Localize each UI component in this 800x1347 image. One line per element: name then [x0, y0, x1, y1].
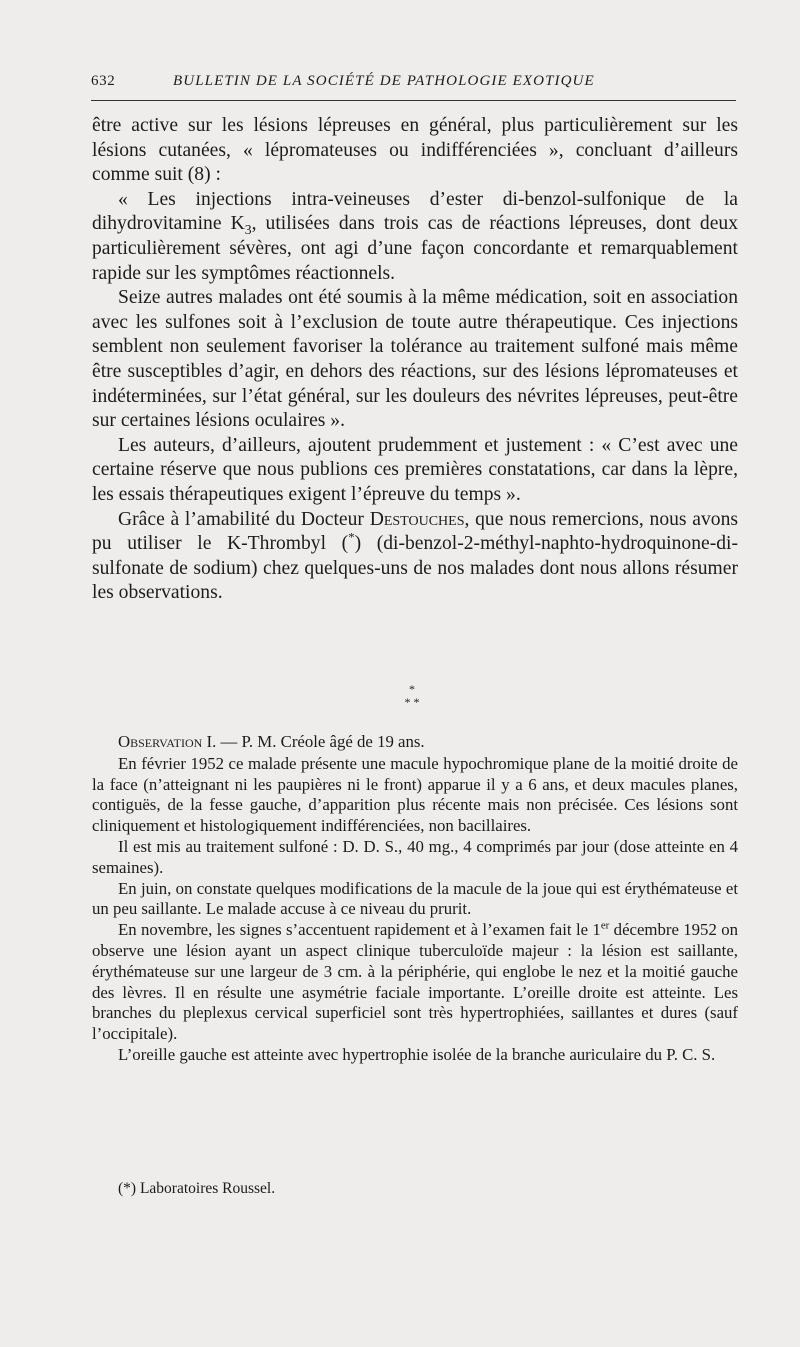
section-asterism: [392, 683, 432, 709]
observation-section: [92, 732, 738, 1066]
text-run: décembre 1952 on observe une lésion ayant un aspect clinique tuberculoïde majeur : la lésion est saillante, érythémateuse sur une largeur de 3 cm. à la périphérie, qui englobe le nez et la moitié gauche des lèvres. Il en résulte une asymétrie faciale importante. L’oreille droite est atteinte. Les branches du pleplexus cervical superficiel sont très hypertrophiées, saillantes et dures (sauf l’occipitale).: [92, 920, 738, 1044]
page-header: [91, 73, 736, 95]
text-run: « Les injections intra-veineuses d’ester di-benzol-sulfonique de la dihydrovitamine K: [92, 188, 738, 235]
footnote: [118, 1179, 275, 1199]
author-name: Destouches: [369, 508, 465, 530]
text-run: Grâce à l’amabilité du Docteur: [118, 508, 370, 530]
footnote-mark: (*): [118, 1180, 137, 1197]
page-number: 632: [91, 73, 116, 89]
asterism-top: *: [409, 682, 415, 696]
superscript: er: [600, 919, 610, 932]
observation-heading: [92, 732, 738, 753]
paragraph: Seize autres malades ont été soumis à la même médication, soit en association avec les sulfones soit à l’exclusion de toute autre thérapeutique. Ces injections semblent non seulement favoriser la tolérance au traitement sulfoné mais même être susceptibles d’agir, en dehors des réactions, sur des lésions lépromateuses et indéterminées, sur l’état général, sur les douleurs des névrites lépreuses, peut-être sur certaines lésions oculaires ».: [92, 287, 738, 432]
paragraph: [92, 920, 738, 1045]
text-run: En novembre, les signes s’accentuent rapidement et à l’examen fait le 1: [118, 920, 601, 940]
footnote-text: Laboratoires Roussel.: [136, 1180, 276, 1197]
main-text: [92, 114, 738, 606]
subscript: 3: [244, 222, 252, 238]
paragraph: être active sur les lésions lépreuses en général, plus particulièrement sur les lésions cutanées, « lépromateuses ou indifférenciées », concluant d’ailleurs comme suit (8) :: [92, 115, 738, 186]
text-run: , utilisées dans trois cas de réactions lépreuses, dont deux particulièrement sévères, ont agi d’une façon concordante et remarquablement rapide sur les symptômes réactionnels.: [92, 213, 739, 284]
paragraph: [92, 508, 738, 606]
paragraph: En juin, on constate quelques modifications de la macule de la joue qui est érythémateuse et un peu saillante. Le malade accuse à ce niveau du prurit.: [92, 878, 738, 919]
paragraph: [92, 188, 738, 286]
paragraph: Les auteurs, d’ailleurs, ajoutent prudemment et justement : « C’est avec une certaine réserve que nous publions ces premières constatations, car dans la lèpre, les essais thérapeutiques exigent l’épreuve du temps ».: [92, 434, 738, 505]
paragraph: L’oreille gauche est atteinte avec hypertrophie isolée de la branche auriculaire du P. C. S.: [118, 1044, 716, 1064]
header-rule: [91, 100, 736, 101]
running-title: BULLETIN DE LA SOCIÉTÉ DE PATHOLOGIE EXOTIQUE: [173, 73, 595, 89]
text-run: , que nous remercions, nous avons pu utiliser le K-Thrombyl (: [92, 508, 738, 555]
text-run: ) (di-benzol-2-méthyl-naphto-hydroquinone-di-sulfonate de sodium) chez quelques-uns de nos malades dont nous allons résumer les observations.: [92, 533, 738, 604]
asterism-bottom: * *: [404, 695, 420, 709]
paragraph: Il est mis au traitement sulfoné : D. D. S., 40 mg., 4 comprimés par jour (dose atteinte en 4 semaines).: [92, 836, 738, 877]
text-run: I. — P. M. Créole âgé de 19 ans.: [202, 732, 425, 751]
observation-label: Observation: [118, 732, 203, 751]
footnote-reference: *: [348, 530, 355, 545]
paragraph: En février 1952 ce malade présente une macule hypochromique plane de la moitié droite de la face (n’atteignant ni les paupières ni le front) apparue il y a 6 ans, et deux macules planes, contiguës, de la fesse gauche, d’apparition plus récente mais non précisée. Ces lésions sont cliniquement et histologiquement indifférenciées, non bacillaires.: [92, 753, 738, 836]
